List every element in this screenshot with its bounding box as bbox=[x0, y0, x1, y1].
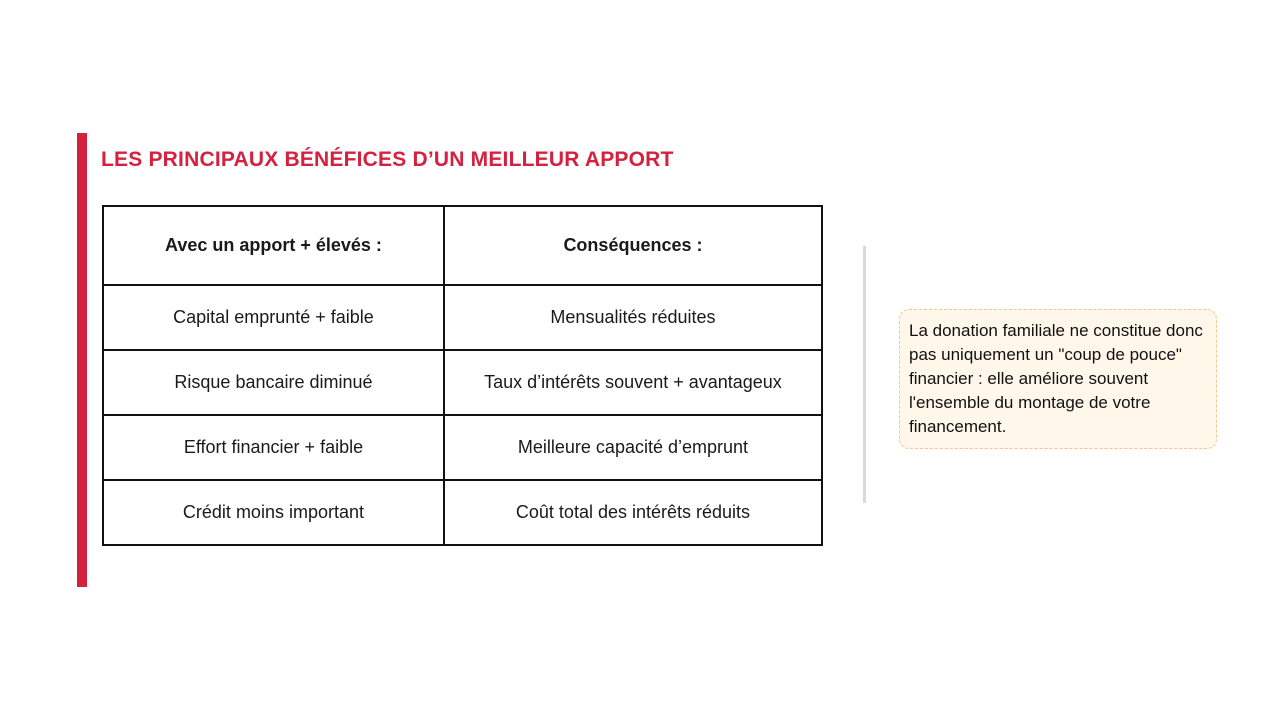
table-row bbox=[103, 415, 822, 480]
table-cell-consequence: Taux d’intérêts souvent + avantageux bbox=[444, 350, 822, 415]
table-row bbox=[103, 350, 822, 415]
table-cell-consequence: Mensualités réduites bbox=[444, 285, 822, 350]
table-row bbox=[103, 480, 822, 545]
note-callout bbox=[899, 309, 1217, 449]
table-header-apport: Avec un apport + élevés : bbox=[103, 206, 444, 285]
table-row bbox=[103, 285, 822, 350]
vertical-divider bbox=[863, 246, 866, 503]
table-header-row bbox=[103, 206, 822, 285]
table-cell-apport: Risque bancaire diminué bbox=[103, 350, 444, 415]
table-cell-apport: Crédit moins important bbox=[103, 480, 444, 545]
table-cell-consequence: Coût total des intérêts réduits bbox=[444, 480, 822, 545]
table-cell-apport: Effort financier + faible bbox=[103, 415, 444, 480]
table-cell-apport: Capital emprunté + faible bbox=[103, 285, 444, 350]
note-text: La donation familiale ne constitue donc pas uniquement un "coup de pouce" financier : elle améliore souvent l'ensemble du montage de votre financement. bbox=[909, 321, 1203, 436]
table-cell-consequence: Meilleure capacité d’emprunt bbox=[444, 415, 822, 480]
section-title: LES PRINCIPAUX BÉNÉFICES D’UN MEILLEUR APPORT bbox=[101, 148, 674, 171]
benefits-table bbox=[102, 205, 823, 546]
table-header-consequences: Conséquences : bbox=[444, 206, 822, 285]
accent-bar bbox=[77, 133, 87, 587]
